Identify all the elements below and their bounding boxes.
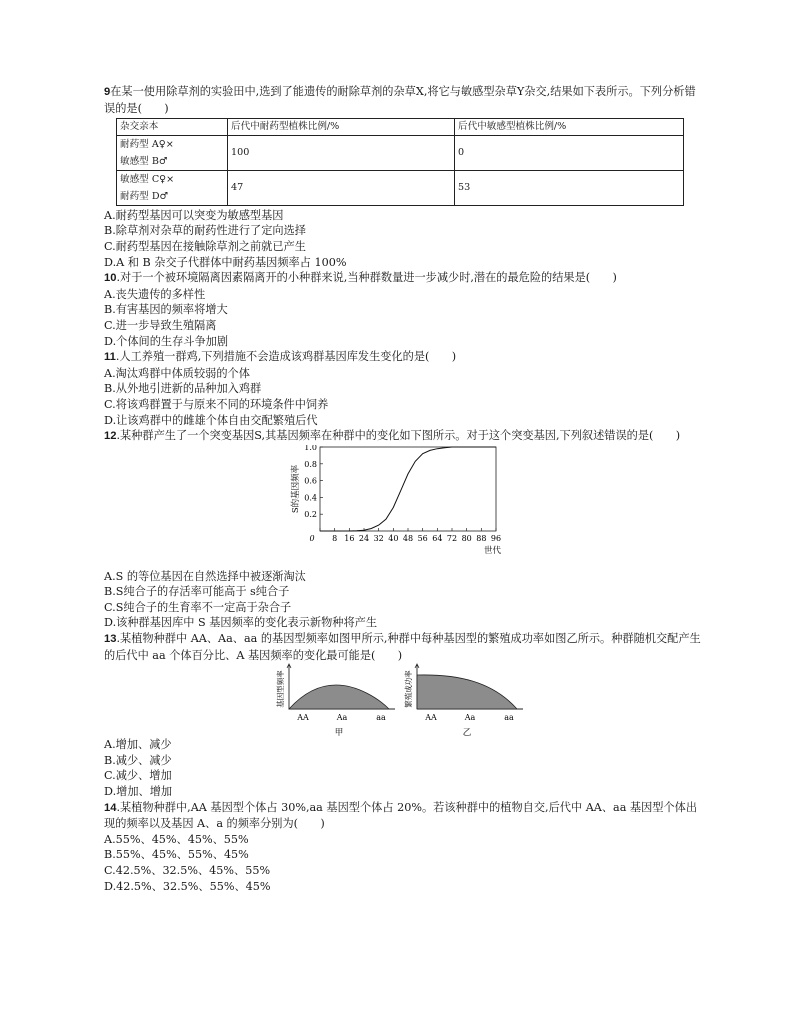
table-cell-sensitive: 0 xyxy=(455,135,684,170)
question-number: 11 xyxy=(104,351,116,364)
x-tick-label: 88 xyxy=(476,533,487,543)
x-tick-label: 40 xyxy=(388,533,399,543)
option-c: C.进一步导致生殖隔离 xyxy=(104,318,217,332)
option-c: C.将该鸡群置于与原来不同的环境条件中饲养 xyxy=(104,397,329,411)
genotype-figures xyxy=(104,663,704,737)
x-tick-label: 0 xyxy=(309,533,315,543)
frequency-curve xyxy=(320,447,496,531)
genotype-area xyxy=(289,685,389,709)
table-cell-parent: 敏感型 C♀× 耐药型 D♂ xyxy=(117,170,228,205)
x-axis-label: 世代 xyxy=(484,545,502,556)
plot-frame xyxy=(320,447,496,531)
x-tick-label: 56 xyxy=(417,533,428,543)
table-header: 后代中耐药型植株比例/% xyxy=(228,119,455,136)
question-10 xyxy=(104,270,704,349)
chart-title: 乙 xyxy=(462,728,472,738)
genotype-area xyxy=(417,675,517,709)
question-stem: .某植物种群中,AA 基因型个体占 30%,aa 基因型个体占 20%。若该种群中的植物自交,后代中 AA、aa 基因型个体出现的频率以及基因 A、a 的频率分别为( ) xyxy=(104,800,698,831)
option-b: B.从外地引进新的品种加入鸡群 xyxy=(104,382,262,396)
question-13 xyxy=(104,631,704,800)
question-stem: 在某一使用除草剂的实验田中,选到了能遗传的耐除草剂的杂草X,将它与敏感型杂草Y杂交,结果如下表所示。下列分析错误的是( ) xyxy=(104,85,696,115)
option-d: D.A 和 B 杂交子代群体中耐药基因频率占 100% xyxy=(104,255,347,269)
y-axis-label: 基因型频率 xyxy=(276,670,285,708)
y-tick-label: 0.8 xyxy=(304,459,317,469)
option-d: D.该种群基因库中 S 基因频率的变化表示新物种将产生 xyxy=(104,616,378,630)
option-a: A.耐药型基因可以突变为敏感型基因 xyxy=(104,208,284,222)
x-category-label: Aa xyxy=(336,713,348,723)
table-cell-sensitive: 53 xyxy=(455,170,684,205)
table-cell-parent: 耐药型 A♀× 敏感型 B♂ xyxy=(117,135,228,170)
table-header: 杂交亲本 xyxy=(117,119,228,136)
table-cell-resistant: 47 xyxy=(228,170,455,205)
option-b: B.有害基因的频率将增大 xyxy=(104,303,228,317)
option-c: C.42.5%、32.5%、45%、55% xyxy=(104,864,271,877)
x-tick-label: 24 xyxy=(358,533,370,543)
question-11 xyxy=(104,349,704,428)
hybrid-results-table xyxy=(116,118,684,206)
question-number: 13 xyxy=(104,633,117,646)
x-tick-label: 8 xyxy=(332,533,338,543)
option-c: C.减少、增加 xyxy=(104,769,172,783)
table-header-row xyxy=(117,119,684,136)
x-tick-label: 64 xyxy=(432,533,443,543)
worksheet-page xyxy=(104,84,704,894)
question-stem: .某种群产生了一个突变基因S,其基因频率在种群中的变化如下图所示。对于这个突变基因,下列叙述错误的是( ) xyxy=(116,429,681,443)
gene-frequency-chart xyxy=(104,445,704,569)
option-d: D.42.5%、32.5%、55%、45% xyxy=(104,879,271,893)
question-12 xyxy=(104,428,704,631)
x-category-label: AA xyxy=(425,713,437,723)
y-axis-label: 繁殖成功率 xyxy=(404,670,413,708)
option-b: B.55%、45%、55%、45% xyxy=(104,848,249,862)
table-cell-resistant: 100 xyxy=(228,135,455,170)
x-tick-label: 16 xyxy=(344,533,355,543)
option-d: D.个体间的生存斗争加剧 xyxy=(104,334,229,348)
x-tick-label: 96 xyxy=(490,533,502,543)
question-9 xyxy=(104,84,704,270)
table-row xyxy=(117,170,684,205)
y-tick-label: 0.4 xyxy=(304,493,317,503)
option-b: B.减少、减少 xyxy=(104,753,172,767)
option-a: A.55%、45%、45%、55% xyxy=(104,832,249,846)
x-tick-label: 32 xyxy=(373,533,384,543)
question-14 xyxy=(104,800,704,895)
option-a: A.S 的等位基因在自然选择中被逐渐淘汰 xyxy=(104,569,306,583)
question-number: 9 xyxy=(104,86,111,98)
question-stem: .人工养殖一群鸡,下列措施不会造成该鸡群基因库发生变化的是( ) xyxy=(115,350,457,364)
question-stem: .某植物种群中 AA、Aa、aa 的基因型频率如图甲所示,种群中每种基因型的繁殖成功率如图乙所示。种群随机交配产生的后代中 aa 个体百分比、A 基因频率的变化最可能是( ) xyxy=(104,632,701,662)
gene-frequency-figure xyxy=(104,445,704,569)
chart-title: 甲 xyxy=(334,728,344,738)
x-category-label: Aa xyxy=(464,713,476,723)
x-category-label: aa xyxy=(504,713,514,723)
x-tick-label: 48 xyxy=(402,533,414,543)
question-number: 14 xyxy=(104,801,117,814)
option-d: D.让该鸡群中的雌雄个体自由交配繁殖后代 xyxy=(104,413,318,427)
question-number: 10 xyxy=(104,272,117,285)
y-tick-label: 1.0 xyxy=(304,444,317,452)
table-header: 后代中敏感型植株比例/% xyxy=(455,119,684,136)
genotype-charts xyxy=(104,663,704,737)
option-a: A.丧失遗传的多样性 xyxy=(104,287,206,301)
question-stem: .对于一个被环境隔离因素隔离开的小种群来说,当种群数量进一步减少时,潜在的最危险的结果是( ) xyxy=(116,271,617,285)
option-b: B.S纯合子的存活率可能高于 s纯合子 xyxy=(104,585,290,599)
table-row xyxy=(117,135,684,170)
option-b: B.除草剂对杂草的耐药性进行了定向选择 xyxy=(104,224,306,238)
y-tick-label: 0.6 xyxy=(304,476,317,486)
x-tick-label: 80 xyxy=(461,533,472,543)
y-tick-label: 0.2 xyxy=(304,509,317,519)
y-axis-label: S的基因频率 xyxy=(291,464,301,513)
option-c: C.耐药型基因在接触除草剂之前就已产生 xyxy=(104,239,306,253)
question-number: 12 xyxy=(104,430,117,443)
option-a: A.增加、减少 xyxy=(104,738,172,752)
option-a: A.淘汰鸡群中体质较弱的个体 xyxy=(104,366,250,380)
x-category-label: AA xyxy=(297,713,309,723)
x-tick-label: 72 xyxy=(446,533,458,543)
option-d: D.增加、增加 xyxy=(104,785,173,799)
x-category-label: aa xyxy=(376,713,386,723)
option-c: C.S纯合子的生育率不一定高于杂合子 xyxy=(104,600,292,614)
